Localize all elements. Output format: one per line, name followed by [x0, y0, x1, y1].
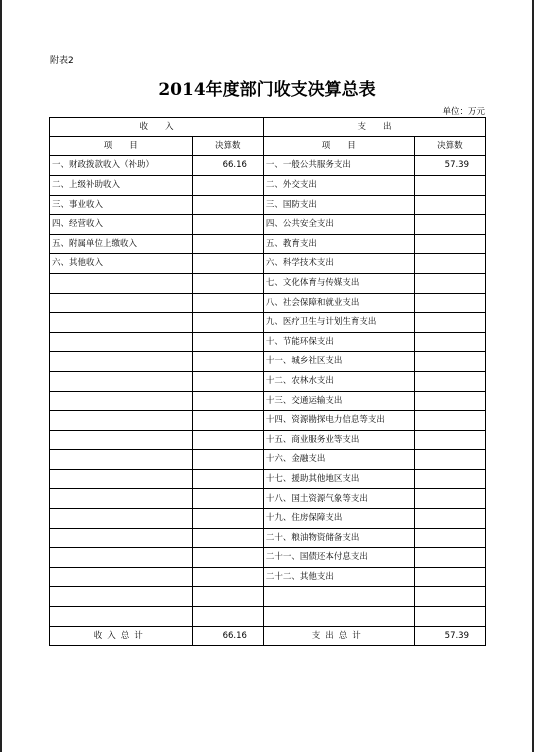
table-row: [50, 332, 486, 352]
expense-item-cell: 六、科学技术支出: [263, 254, 414, 274]
income-item-cell: [50, 273, 193, 293]
table-row: [50, 175, 486, 195]
table-row: [50, 489, 486, 509]
expense-amount-cell: [414, 254, 485, 274]
totals-row: [50, 626, 486, 646]
income-total-amount: 66.16: [192, 626, 263, 646]
income-amount-cell: [192, 371, 263, 391]
income-item-cell: 六、其他收入: [50, 254, 193, 274]
table-row: [50, 548, 486, 568]
expense-item-cell: 二、外交支出: [263, 175, 414, 195]
expense-amount-cell: [414, 430, 485, 450]
expense-amount-cell: [414, 391, 485, 411]
expense-item-cell: 二十一、国债还本付息支出: [263, 548, 414, 568]
expense-amount-cell: [414, 234, 485, 254]
expense-item-cell: 八、社会保障和就业支出: [263, 293, 414, 313]
table-row: [50, 607, 486, 627]
expense-item-cell: 十二、农林水支出: [263, 371, 414, 391]
table-row: [50, 587, 486, 607]
income-item-cell: [50, 450, 193, 470]
income-amount-cell: [192, 273, 263, 293]
expense-item-cell: [263, 587, 414, 607]
expense-amount-cell: [414, 293, 485, 313]
unit-label: 单位：万元: [442, 107, 485, 117]
table-row: [50, 391, 486, 411]
expense-amount-cell: [414, 352, 485, 372]
column-header-row: [50, 137, 486, 156]
expense-item-cell: 十六、金融支出: [263, 450, 414, 470]
income-item-cell: [50, 430, 193, 450]
expense-item-cell: 四、公共安全支出: [263, 215, 414, 235]
expense-item-cell: 十一、城乡社区支出: [263, 352, 414, 372]
income-amount-cell: [192, 234, 263, 254]
income-amount-cell: [192, 587, 263, 607]
income-total-label: 收入总计: [50, 626, 193, 646]
income-item-cell: [50, 548, 193, 568]
income-amount-cell: [192, 548, 263, 568]
expense-item-cell: 十七、援助其他地区支出: [263, 469, 414, 489]
expense-total-label: 支出总计: [263, 626, 414, 646]
expense-item-cell: 十九、住房保障支出: [263, 509, 414, 529]
income-item-cell: [50, 371, 193, 391]
expense-amount-cell: [414, 195, 485, 215]
income-item-header: 项 目: [50, 137, 193, 156]
expense-item-cell: 二十二、其他支出: [263, 567, 414, 587]
expense-item-cell: 十八、国土资源气象等支出: [263, 489, 414, 509]
income-item-cell: [50, 332, 193, 352]
income-amount-header: 决算数: [192, 137, 263, 156]
income-item-cell: [50, 293, 193, 313]
expense-item-cell: [263, 607, 414, 627]
table-row: [50, 411, 486, 431]
page-title: 2014年度部门收支决算总表: [158, 80, 376, 100]
expense-item-cell: 十五、商业服务业等支出: [263, 430, 414, 450]
section-header-row: [50, 118, 486, 137]
table-row: [50, 254, 486, 274]
expense-total-amount: 57.39: [414, 626, 485, 646]
income-amount-cell: [192, 411, 263, 431]
income-item-cell: [50, 607, 193, 627]
income-item-cell: [50, 411, 193, 431]
table-row: [50, 450, 486, 470]
page-border-left: [0, 0, 2, 752]
income-item-cell: 二、上级补助收入: [50, 175, 193, 195]
table-row: [50, 567, 486, 587]
expense-amount-cell: [414, 469, 485, 489]
table-row: [50, 509, 486, 529]
income-amount-cell: [192, 352, 263, 372]
income-amount-cell: [192, 528, 263, 548]
income-item-cell: [50, 352, 193, 372]
expense-amount-cell: [414, 273, 485, 293]
expense-amount-cell: 57.39: [414, 156, 485, 176]
income-amount-cell: [192, 293, 263, 313]
expense-amount-cell: [414, 587, 485, 607]
income-item-cell: [50, 391, 193, 411]
income-amount-cell: [192, 567, 263, 587]
budget-summary-table: [49, 117, 486, 646]
income-amount-cell: [192, 607, 263, 627]
income-amount-cell: [192, 489, 263, 509]
income-amount-cell: [192, 332, 263, 352]
income-amount-cell: [192, 254, 263, 274]
income-item-cell: [50, 528, 193, 548]
income-amount-cell: [192, 313, 263, 333]
expense-item-cell: 一、一般公共服务支出: [263, 156, 414, 176]
expense-amount-cell: [414, 528, 485, 548]
expense-item-cell: 十、节能环保支出: [263, 332, 414, 352]
expense-amount-cell: [414, 509, 485, 529]
expense-amount-cell: [414, 411, 485, 431]
expense-item-cell: 十三、交通运输支出: [263, 391, 414, 411]
income-item-cell: [50, 567, 193, 587]
income-amount-cell: 66.16: [192, 156, 263, 176]
income-item-cell: [50, 313, 193, 333]
income-amount-cell: [192, 450, 263, 470]
expense-amount-cell: [414, 607, 485, 627]
income-amount-cell: [192, 509, 263, 529]
table-row: [50, 528, 486, 548]
table-row: [50, 234, 486, 254]
income-amount-cell: [192, 469, 263, 489]
expense-item-cell: 十四、资源勘探电力信息等支出: [263, 411, 414, 431]
table-row: [50, 313, 486, 333]
table-row: [50, 195, 486, 215]
expense-item-cell: 九、医疗卫生与计划生育支出: [263, 313, 414, 333]
expense-amount-cell: [414, 175, 485, 195]
expense-amount-cell: [414, 567, 485, 587]
table-row: [50, 293, 486, 313]
table-row: [50, 371, 486, 391]
income-amount-cell: [192, 215, 263, 235]
table-row: [50, 352, 486, 372]
expense-item-cell: 三、国防支出: [263, 195, 414, 215]
income-item-cell: 三、事业收入: [50, 195, 193, 215]
table-row: [50, 156, 486, 176]
expense-amount-cell: [414, 548, 485, 568]
income-item-cell: 五、附属单位上缴收入: [50, 234, 193, 254]
expense-amount-cell: [414, 215, 485, 235]
income-item-cell: [50, 509, 193, 529]
income-amount-cell: [192, 391, 263, 411]
income-item-cell: 一、财政拨款收入（补助）: [50, 156, 193, 176]
expense-item-cell: 二十、粮油物资储备支出: [263, 528, 414, 548]
table-row: [50, 215, 486, 235]
expense-item-header: 项 目: [263, 137, 414, 156]
income-amount-cell: [192, 195, 263, 215]
table-row: [50, 469, 486, 489]
expense-amount-cell: [414, 313, 485, 333]
income-amount-cell: [192, 430, 263, 450]
expense-item-cell: 七、文化体育与传媒支出: [263, 273, 414, 293]
income-item-cell: [50, 489, 193, 509]
income-item-cell: 四、经营收入: [50, 215, 193, 235]
attachment-label: 附表2: [50, 56, 74, 66]
expense-amount-cell: [414, 332, 485, 352]
table-row: [50, 273, 486, 293]
expense-amount-cell: [414, 489, 485, 509]
expense-item-cell: 五、教育支出: [263, 234, 414, 254]
expense-section-header: 支 出: [263, 118, 485, 137]
table-row: [50, 430, 486, 450]
expense-amount-header: 决算数: [414, 137, 485, 156]
expense-amount-cell: [414, 371, 485, 391]
income-section-header: 收 入: [50, 118, 264, 137]
income-item-cell: [50, 469, 193, 489]
expense-amount-cell: [414, 450, 485, 470]
income-item-cell: [50, 587, 193, 607]
income-amount-cell: [192, 175, 263, 195]
